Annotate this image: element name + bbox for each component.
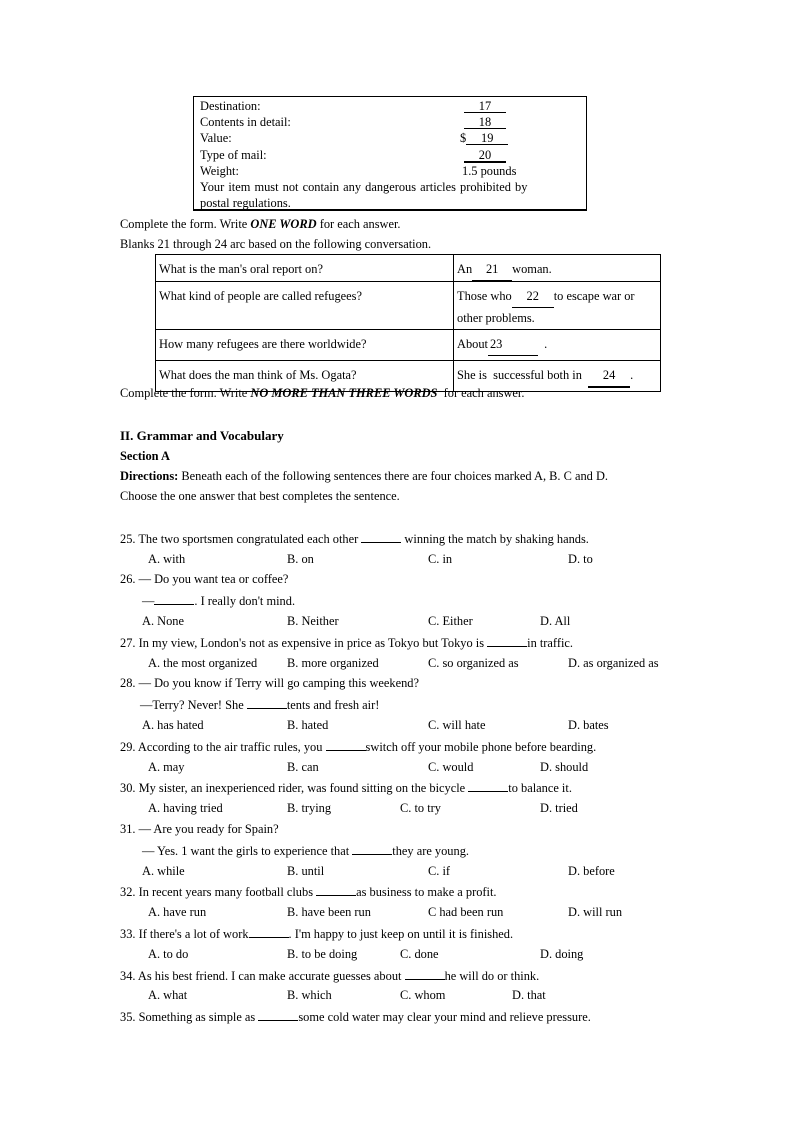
directions-line2: Choose the one answer that best completes the sentence. xyxy=(120,489,400,503)
question-text: 26. — Do you want tea or coffee? xyxy=(120,572,289,586)
answer-text: . xyxy=(537,337,548,351)
option-c[interactable]: C. if xyxy=(428,864,451,878)
question-text: switch off your mobile phone before bearding. xyxy=(365,740,597,754)
option-b[interactable]: B. have been run xyxy=(287,905,371,919)
question-32 xyxy=(120,885,497,898)
question-text: 32. In recent years many football clubs xyxy=(120,885,317,899)
question-cell: How many refugees are there worldwide? xyxy=(156,330,454,361)
mail-form-box xyxy=(193,96,587,211)
question-text: — Yes. 1 want the girls to experience that xyxy=(142,844,353,858)
form-note-line2: postal regulations. xyxy=(200,196,291,210)
form-label: Destination: xyxy=(200,99,261,113)
question-text: winning the match by shaking hands. xyxy=(401,532,589,546)
option-a[interactable]: A. may xyxy=(148,760,185,774)
option-d[interactable]: D. bates xyxy=(568,718,609,732)
answer-text: other problems. xyxy=(457,311,535,325)
question-34 xyxy=(120,969,539,982)
answer-blank[interactable] xyxy=(326,740,366,751)
option-a[interactable]: A. have run xyxy=(148,905,207,919)
option-a[interactable]: A. while xyxy=(142,864,185,878)
option-d[interactable]: D. before xyxy=(568,864,615,878)
option-c[interactable]: C. whom xyxy=(400,988,446,1002)
question-text: they are young. xyxy=(392,844,469,858)
question-text: tents and fresh air! xyxy=(286,698,380,712)
answer-text: About xyxy=(457,337,488,351)
answer-blank[interactable] xyxy=(258,1010,298,1021)
table-row xyxy=(156,255,661,282)
question-text: 29. According to the air traffic rules, you xyxy=(120,740,326,754)
directions-text: Beneath each of the following sentences there are four choices marked A, B. C and D. xyxy=(178,469,609,483)
form-label: Value: xyxy=(200,131,232,145)
form-label: Contents in detail: xyxy=(200,115,291,129)
question-28 xyxy=(120,677,419,689)
option-a[interactable]: A. with xyxy=(148,552,186,566)
option-d[interactable]: D. as organized as xyxy=(568,656,659,670)
option-b[interactable]: B. which xyxy=(287,988,332,1002)
directions xyxy=(120,470,608,482)
answer-blank-24[interactable]: 24 xyxy=(588,365,630,388)
form-row-type-of-mail xyxy=(200,149,267,161)
question-text: to balance it. xyxy=(508,781,572,795)
question-text: he will do or think. xyxy=(444,969,540,983)
question-text: 25. The two sportsmen congratulated each other xyxy=(120,532,362,546)
option-c[interactable]: C. would xyxy=(428,760,474,774)
option-c[interactable]: C. Either xyxy=(428,614,473,628)
question-33 xyxy=(120,927,513,940)
instruction-text: Complete the form. Write xyxy=(120,217,251,231)
option-d[interactable]: D. to xyxy=(568,552,593,566)
option-d[interactable]: D. will run xyxy=(568,905,623,919)
question-30 xyxy=(120,781,572,794)
question-text: — xyxy=(142,594,155,608)
question-29 xyxy=(120,740,596,753)
option-c[interactable]: C. in xyxy=(428,552,453,566)
answer-text: to escape war or xyxy=(553,289,635,303)
option-c[interactable]: C. will hate xyxy=(428,718,486,732)
form-row-contents xyxy=(200,116,291,128)
option-b[interactable]: B. to be doing xyxy=(287,947,358,961)
form-row-destination xyxy=(200,100,261,112)
question-31 xyxy=(120,823,279,835)
option-b[interactable]: B. Neither xyxy=(287,614,339,628)
form-row-value xyxy=(200,132,232,144)
question-31-reply xyxy=(142,844,469,857)
option-c[interactable]: C. to try xyxy=(400,801,441,815)
answer-blank[interactable] xyxy=(249,927,289,938)
option-d[interactable]: D. doing xyxy=(540,947,584,961)
question-35 xyxy=(120,1010,591,1023)
option-a[interactable]: A. to do xyxy=(148,947,189,961)
question-26 xyxy=(120,573,288,585)
instruction-text: Complete the form. Write xyxy=(120,386,251,400)
answer-cell xyxy=(454,282,661,330)
instruction-emphasis: NO MORE THAN THREE WORDS xyxy=(250,386,438,400)
question-text: . I really don't mind. xyxy=(194,594,296,608)
question-cell: What does the man think of Ms. Ogata? xyxy=(156,361,454,392)
question-text: . I'm happy to just keep on until it is finished. xyxy=(288,927,514,941)
answer-blank-18[interactable]: 18 xyxy=(464,116,506,129)
question-text: 34. As his best friend. I can make accurate guesses about xyxy=(120,969,405,983)
answer-blank[interactable] xyxy=(316,885,356,896)
weight-value: 1.5 pounds xyxy=(462,164,517,178)
option-c[interactable]: C. done xyxy=(400,947,439,961)
answer-blank-23[interactable]: 23 xyxy=(488,334,538,356)
option-b[interactable]: B. hated xyxy=(287,718,329,732)
question-27 xyxy=(120,636,573,649)
table-row xyxy=(156,282,661,330)
question-text: 30. My sister, an inexperienced rider, was found sitting on the bicycle xyxy=(120,781,469,795)
option-b[interactable]: B. until xyxy=(287,864,325,878)
instruction-emphasis: ONE WORD xyxy=(250,217,317,231)
answer-blank-17[interactable]: 17 xyxy=(464,100,506,113)
option-d[interactable]: D. that xyxy=(512,988,546,1002)
answer-text: . xyxy=(630,368,634,382)
option-b[interactable]: B. on xyxy=(287,552,314,566)
answer-blank-21[interactable]: 21 xyxy=(472,259,512,281)
question-25 xyxy=(120,532,589,545)
form-value-20 xyxy=(464,149,506,163)
question-cell: What kind of people are called refugees? xyxy=(156,282,454,330)
question-text: —Terry? Never! She xyxy=(140,698,247,712)
option-a[interactable]: A. None xyxy=(142,614,184,628)
directions-label: Directions: xyxy=(120,469,179,483)
question-text: 31. — Are you ready for Spain? xyxy=(120,822,279,836)
section-title: II. Grammar and Vocabulary xyxy=(120,428,284,443)
option-a[interactable]: A. the most organized xyxy=(148,656,258,670)
answer-blank[interactable] xyxy=(154,594,194,605)
form-row-weight xyxy=(200,165,239,177)
question-text: 27. In my view, London's not as expensive in price as Tokyo but Tokyo is xyxy=(120,636,488,650)
option-c[interactable]: C had been run xyxy=(428,905,504,919)
answer-text: An xyxy=(457,262,473,276)
form-note-line1: Your item must not contain any dangerous articles prohibited by xyxy=(200,180,528,194)
option-d[interactable]: D. All xyxy=(540,614,571,628)
instruction-three-words xyxy=(120,387,524,399)
answer-blank[interactable] xyxy=(247,698,287,709)
answer-blank[interactable] xyxy=(487,636,527,647)
option-a[interactable]: A. has hated xyxy=(142,718,204,732)
question-cell: What is the man's oral report on? xyxy=(156,255,454,282)
form-label: Weight: xyxy=(200,164,239,178)
answer-cell xyxy=(454,255,661,282)
question-text: some cold water may clear your mind and relieve pressure. xyxy=(298,1010,591,1024)
answer-text: Those who xyxy=(457,289,512,303)
answer-cell xyxy=(454,330,661,361)
option-b[interactable]: B. more organized xyxy=(287,656,379,670)
answer-blank[interactable] xyxy=(361,532,401,543)
answer-blank-20[interactable]: 20 xyxy=(464,149,506,163)
answer-blank-19[interactable]: 19 xyxy=(466,132,508,145)
option-a[interactable]: A. what xyxy=(148,988,188,1002)
question-text: 35. Something as simple as xyxy=(120,1010,259,1024)
table-row xyxy=(156,330,661,361)
answer-blank[interactable] xyxy=(352,844,392,855)
option-c[interactable]: C. so organized as xyxy=(428,656,519,670)
question-text: in traffic. xyxy=(527,636,573,650)
question-text: as business to make a profit. xyxy=(356,885,497,899)
section-subtitle: Section A xyxy=(120,449,170,463)
instruction-one-word xyxy=(120,218,401,230)
instruction-text: for each answer. xyxy=(316,217,401,231)
answer-text: She is successful both in xyxy=(457,368,589,382)
option-d[interactable]: D. tried xyxy=(540,801,578,815)
option-b[interactable]: B. can xyxy=(287,760,319,774)
question-26-reply xyxy=(142,594,295,607)
conversation-table xyxy=(155,254,661,392)
blanks-intro: Blanks 21 through 24 arc based on the following conversation. xyxy=(120,237,432,251)
option-d[interactable]: D. should xyxy=(540,760,589,774)
question-28-reply xyxy=(140,698,379,711)
option-b[interactable]: B. trying xyxy=(287,801,332,815)
dollar-sign: $ xyxy=(460,131,467,145)
answer-blank-22[interactable]: 22 xyxy=(512,286,554,308)
answer-blank[interactable] xyxy=(468,781,508,792)
question-text: 33. If there's a lot of work xyxy=(120,927,249,941)
answer-text: woman. xyxy=(512,262,552,276)
form-label: Type of mail: xyxy=(200,148,267,162)
form-value-17 xyxy=(464,100,506,113)
form-value-weight xyxy=(462,165,516,177)
question-text: 28. — Do you know if Terry will go camping this weekend? xyxy=(120,676,419,690)
form-value-18 xyxy=(464,116,506,129)
form-value-19 xyxy=(460,132,508,145)
instruction-text: for each answer. xyxy=(437,386,525,400)
option-a[interactable]: A. having tried xyxy=(148,801,223,815)
answer-blank[interactable] xyxy=(405,969,445,980)
